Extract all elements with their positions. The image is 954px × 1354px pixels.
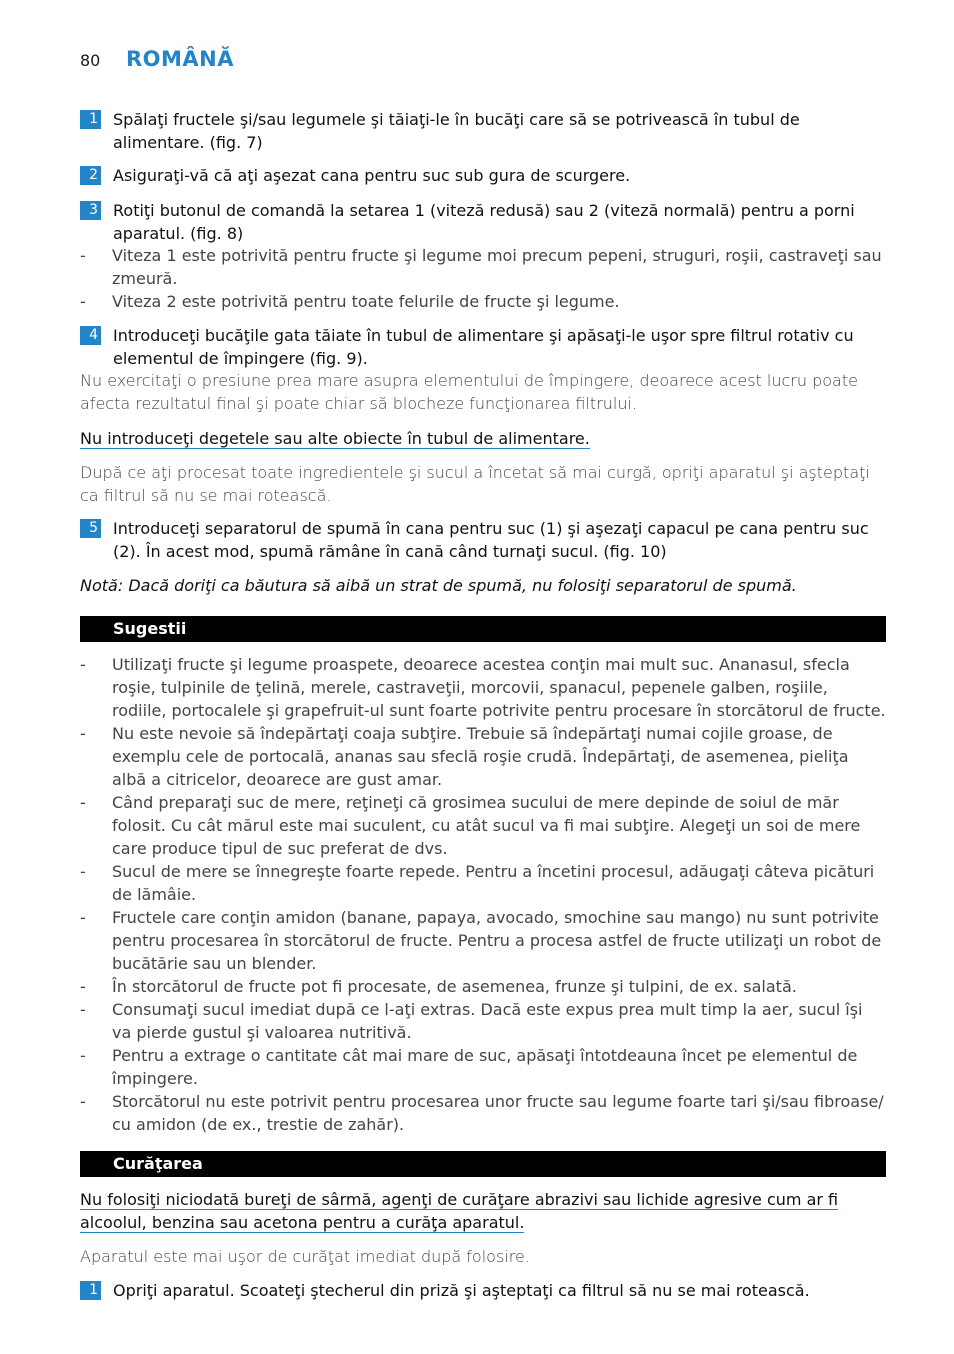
list-item: - Consumaţi sucul imediat după ce l-aţi extras. Dacă este expus prea mult timp la aer, sucul îşi va pierde gustul şi valoarea nutritivă. bbox=[80, 1000, 863, 1042]
tips-section-header: Sugestii bbox=[80, 616, 886, 642]
step-text: Rotiţi butonul de comandă la setarea 1 (viteză redusă) sau 2 (viteză normală) pentru a porni aparatul. (fig. 8) bbox=[113, 201, 855, 243]
list-item: - Când preparaţi suc de mere, reţineţi că grosimea sucului de mere depinde de soiul de măr folosit. Cu cât mărul este mai suculent, cu atât sucul va fi mai subţire. Alegeţi un soi de mere care produce tipul de suc preferat de dvs. bbox=[80, 793, 861, 858]
list-item: - Sucul de mere se înnegreşte foarte repede. Pentru a încetini procesul, adăugaţi câteva picături de lămâie. bbox=[80, 862, 875, 904]
cleaning-warning: Nu folosiţi niciodată bureţi de sârmă, agenţi de curăţare abrazivi sau lichide agresive cum ar fi alcoolul, benzina sau acetona pentru a curăţa aparatul. bbox=[80, 1190, 839, 1232]
cleaning-section-header: Curăţarea bbox=[80, 1151, 886, 1177]
list-item: - Viteza 1 este potrivită pentru fructe şi legume moi precum pepeni, struguri, roşii, castraveţi sau zmeură. bbox=[80, 246, 882, 288]
page-number: 80 bbox=[80, 51, 101, 70]
step-3 bbox=[80, 199, 886, 245]
step-number: 4 bbox=[80, 326, 101, 345]
step-number: 1 bbox=[80, 1281, 101, 1300]
step-2 bbox=[80, 164, 886, 187]
step-text: Introduceţi separatorul de spumă în cana pentru suc (1) şi aşezaţi capacul pe cana pentru suc (2). În acest mod, spumă rămâne în cană când turnaţi sucul. (fig. 10) bbox=[113, 519, 869, 561]
list-item: - Viteza 2 este potrivită pentru toate felurile de fructe şi legume. bbox=[80, 292, 620, 311]
tips-list bbox=[80, 653, 886, 1136]
step-4 bbox=[80, 324, 886, 370]
list-item: - Fructele care conţin amidon (banane, papaya, avocado, smochine sau mango) nu sunt potrivite pentru procesarea în storcătorul de fructe. Pentru a procesa astfel de fructe utilizaţi un robot de bucătărie sau un blender. bbox=[80, 908, 882, 973]
step-text: Asiguraţi-vă că aţi aşezat cana pentru suc sub gura de scurgere. bbox=[113, 166, 631, 185]
language-title: ROMÂNĂ bbox=[126, 47, 234, 71]
step-text: Spălaţi fructele şi/sau legumele şi tăiaţi-le în bucăţi care să se potrivească în tubul de alimentare. (fig. 7) bbox=[113, 110, 800, 152]
pressure-note: Nu exercitaţi o presiune prea mare asupra elementului de împingere, deoarece acest lucru poate afecta rezultatul final şi poate chiar să blocheze funcţionarea filtrului. bbox=[80, 371, 858, 413]
step-text: Opriţi aparatul. Scoateţi ştecherul din priză şi aşteptaţi ca filtrul să nu se mai rotească. bbox=[113, 1281, 810, 1300]
foam-note: Notă: Dacă doriţi ca băutura să aibă un strat de spumă, nu folosiţi separatorul de spumă. bbox=[80, 576, 797, 595]
step-number: 5 bbox=[80, 519, 101, 538]
step-number: 3 bbox=[80, 201, 101, 220]
finger-warning: Nu introduceţi degetele sau alte obiecte în tubul de alimentare. bbox=[80, 429, 590, 448]
list-item: - Storcătorul nu este potrivit pentru procesarea unor fructe sau legume foarte tari şi/sau fibroase/ cu amidon (de ex., trestie de zahăr). bbox=[80, 1092, 884, 1134]
list-item: - Utilizaţi fructe şi legume proaspete, deoarece acestea conţin mai mult suc. Ananasul, sfecla roşie, tulpinile de ţelină, merele, castraveţii, morcovii, spanacul, pepenele galben, roşiile, rodiile, portocalele şi grapefruit-ul sunt foarte potrivite pentru procesare în storcătorul de fructe. bbox=[80, 655, 886, 720]
cleaning-step-1 bbox=[80, 1279, 886, 1302]
page-header bbox=[80, 47, 234, 71]
cleaning-intro: Aparatul este mai uşor de curăţat imediat după folosire. bbox=[80, 1247, 530, 1266]
speed-bullet-list bbox=[80, 244, 886, 313]
list-item: - În storcătorul de fructe pot fi procesate, de asemenea, frunze şi tulpini, de ex. salată. bbox=[80, 977, 797, 996]
step-5 bbox=[80, 517, 886, 563]
step-number: 2 bbox=[80, 166, 101, 185]
list-item: - Pentru a extrage o cantitate cât mai mare de suc, apăsaţi întotdeauna încet pe elementul de împingere. bbox=[80, 1046, 858, 1088]
step-number: 1 bbox=[80, 110, 101, 129]
list-item: - Nu este nevoie să îndepărtaţi coaja subţire. Trebuie să îndepărtaţi numai cojile groase, de exemplu cele de portocală, ananas sau sfeclă roşie crudă. Îndepărtaţi, de asemenea, pieliţa albă a citricelor, deoarece are gust amar. bbox=[80, 724, 849, 789]
step-text: Introduceţi bucăţile gata tăiate în tubul de alimentare şi apăsaţi-le uşor spre filtrul rotativ cu elementul de împingere (fig. 9). bbox=[113, 326, 854, 368]
after-processing-text: După ce aţi procesat toate ingredientele şi sucul a încetat să mai curgă, opriţi aparatul şi aşteptaţi ca filtrul să nu se mai rotească. bbox=[80, 463, 870, 505]
step-1 bbox=[80, 108, 886, 154]
